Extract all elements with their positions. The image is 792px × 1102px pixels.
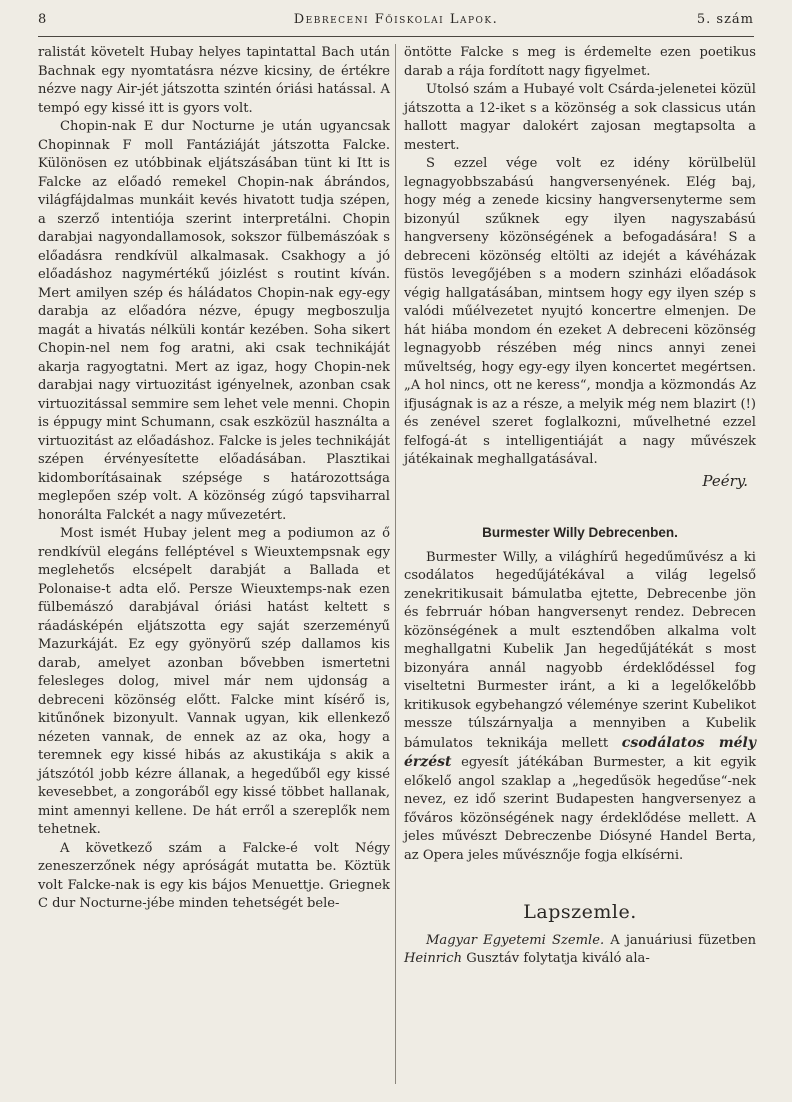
left-paragraph: Chopin-nak E dur Nocturne je után ugyancsak Chopinnak F moll Fantáziáját játszotta Falcke. Különösen ez utóbbinak eljátszásában tünt ki Itt is Falcke az előadó remekel Chopin-nak ábrándos, világfájdalmas munkáit kevés hivatott tudja szépen, a szerző intentiója szerint interpretálni. Chopin darabjai nagyondallamosok, sokszor fülbemászóak s előadásra rendkívül alkalmasak. Csakhogy a jó előadáshoz nagymértékű jóizlést s routint kíván. Mert amilyen szép és háládatos Chopin-nak egy-egy darabja az előadóra nézve, épugy megboszulja magát a hivatás nélküli kontár kezében. Soha sikert Chopin-nel nem fog aratni, aki csak technikáját akarja ragyogtatni. Mert az igaz, hogy Chopin-nek darabjai nagy virtuozitást igényelnek, azonban csak virtuozitással semmire sem lehet vele menni. Chopin is éppugy mint Schumann, csak eszközül használta a virtuozitást az előadáshoz. Falcke is jeles technikáját szépen érvényesítette előadásában. Plasztikai kidomborításainak szépsége s határozottsága meglepően szép volt. A közönség zúgó tapsviharral honorálta Falckét a nagy művezetért. [38, 119, 390, 523]
issue-number: 5. szám [696, 12, 754, 27]
right-paragraph: öntötte Falcke s meg is érdemelte ezen poetikus darab a rája fordított nagy figyelmet. [404, 45, 756, 79]
article-title: Burmester Willy Debrecenben. [482, 525, 678, 540]
section-title: Lapszemle. [523, 901, 637, 923]
burmester-article [404, 549, 756, 866]
page-number: 8 [38, 12, 48, 27]
right-column [404, 44, 756, 969]
review-tail: Gusztáv folytatja kiváló ala- [466, 951, 650, 966]
left-paragraph: Most ismét Hubay jelent meg a podiumon az ő rendkívül elegáns felléptével s Wieuxtempsnak egy meglehetős elcsépelt darabját a Ballada et Polonaise-t adta elő. Persze Wieuxtemps-nak ezen fülbemászó darabjával óriási hatást keltett s ráadásképén eljátszotta egy saját szerzeményű Mazurkáját. Ez egy gyönyörű szép dallamos kis darab, amelyet azonban bővebben ismertetni felesleges dolog, mivel már nem ujdonság a debreceni közönség előtt. Falcke mint kísérő is, kitűnőnek bizonyult. Vannak ugyan, kik ellenkező nézeten vannak, de ennek az az oka, hogy a teremnek egy kissé hibás az akustikája s akik a játszótól jobb kézre állanak, a hegedűből egy kissé kevesebbet, a zongoráből egy kissé többet hallanak, mint amennyi kellene. De hát erről a szereplők nem tehetnek. [38, 526, 390, 837]
emphasized-phrase: csodálatos mély érzést [404, 734, 756, 770]
header-rule [38, 36, 754, 37]
review-mid: A januáriusi füzetben [610, 932, 757, 948]
journal-title: Magyar Egyetemi Szemle. [426, 932, 605, 948]
left-paragraph: A következő szám a Falcke-é volt Négy zeneszerzőnek négy apróságát mutatta be. Köztük volt Falcke-nak is egy kis bájos Menuettje. Griegnek C dur Nocturne-jébe minden tehetségét bele- [38, 840, 390, 911]
left-paragraph: ralistát követelt Hubay helyes tapintattal Bach után Bachnak egy nyomtatásra nézve kicsiny, de értékre nézve nagy Air-jét játszotta szintén óriási hatással. A tempó egy kissé itt is gyors volt. [38, 45, 390, 116]
right-paragraph: S ezzel vége volt ez idény körülbelül legnagyobbszabású hangversenyének. Elég baj, hogy még a zenede kicsiny hangversenyterme sem bizonyúl szűknek egy ilyen nagyszabású hangverseny közönségének a befogadására! S a debreceni közönség eltölti az idejét a kávéházak füstös levegőjében s a modern szinházi előadások végig hallgatásában, mintsem hogy egy ilyen szép s valódi műélvezetet nyujtó koncertre elmenjen. De hát hiába mondom én ezeket A debreceni közönség legnagyobb részében még nincs annyi zenei műveltség, hogy egy-egy ilyen koncertet megértsen. „A hol nincs, ott ne keress“, mondja a közmondás Az ifjuságnak is az a része, a melyik még nem blazirt (!) és zenével szeret foglalkozni, művelhetné ezzel felfogá-át s intelligentiáját a nagy művészek játékainak meghallgatásával. [404, 156, 756, 467]
burmester-lead: Burmester Willy, a világhírű hegedűművész a ki csodálatos hegedűjátékával a világ legelső zenekritikusait bámulatba ejtette, Debrecenbe jön és febrruár hóban hangversenyt rendez. Debrecen közönségének a mult esztendőben alkalma volt meghallgatni Kubelik Jan hegedűjátékát s most bizonyára annál nagyobb érdeklődéssel fog viseltetni Burmester iránt, a ki a legelőkelőbb kritikusok egybehangzó véleménye szerint Kubelikot messze túlszárnyalja a mennyiben a Kubelik bámulatos teknikája mellett [404, 549, 756, 751]
publication-title: Debreceni Főiskolai Lapok. [293, 12, 499, 27]
burmester-tail: egyesít játékában Burmester, a kit egyik előkelő angol szaklap a „hegedűsök hegedűse“-nek nevez, ez idő szerint Budapesten hangversenyez a főváros közönségének nagy érdeklődése mellett. A jeles művészt Debreczenbe Diósyné Handel Berta, az Opera jeles művésznője fogja elkísérni. [404, 755, 756, 863]
page-header [38, 12, 754, 36]
right-paragraph: Utolsó szám a Hubayé volt Csárda-jelenetei közül játszotta a 12-iket s a közönség a sok classicus után hallott magyar dalokért zajosan megtapsolta a mestert. [404, 82, 756, 153]
author-signature: Peéry. [702, 471, 748, 490]
author-name: Heinrich [404, 951, 463, 966]
column-divider [395, 44, 396, 1084]
review-paragraph [404, 932, 756, 969]
left-column [38, 44, 390, 914]
